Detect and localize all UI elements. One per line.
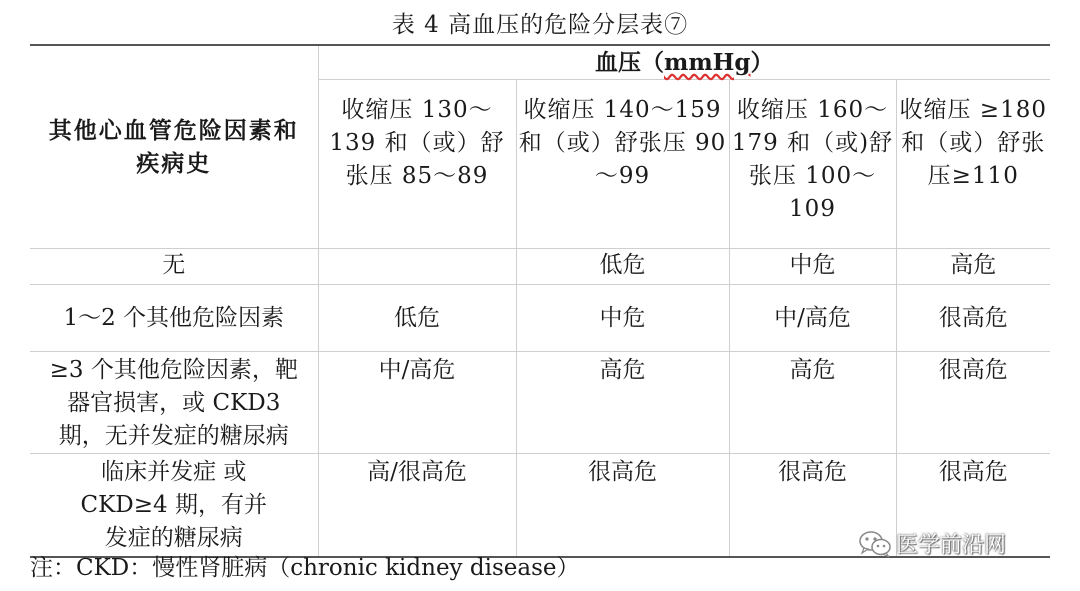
bp-unit: mmHg — [664, 49, 751, 76]
risk-cell: 很高危 — [896, 352, 1050, 454]
bp-column-header: 收缩压 130～139 和（或）舒张压 85～89 — [318, 80, 516, 249]
table-row — [30, 285, 1050, 352]
risk-cell: 低危 — [516, 249, 729, 285]
risk-cell: 很高危 — [729, 454, 896, 558]
row-factor: ≥3 个其他危险因素，靶器官损害，或 CKD3 期，无并发症的糖尿病 — [30, 352, 318, 454]
risk-cell: 高危 — [896, 249, 1050, 285]
risk-cell: 很高危 — [896, 454, 1050, 558]
risk-cell: 中危 — [729, 249, 896, 285]
wechat-icon — [858, 530, 892, 558]
bp-column-header: 收缩压 160～179 和（或)舒张压 100～109 — [729, 80, 896, 249]
row-factor: 1～2 个其他危险因素 — [30, 285, 318, 352]
table-title: 表 4 高血压的危险分层表⑦ — [391, 12, 689, 38]
risk-cell: 高危 — [729, 352, 896, 454]
risk-cell: 中危 — [516, 285, 729, 352]
table-row — [30, 352, 1050, 454]
risk-cell — [318, 249, 516, 285]
risk-cell: 中/高危 — [318, 352, 516, 454]
bp-column-header: 收缩压 140～159 和（或）舒张压 90～99 — [516, 80, 729, 249]
table-footnote: 注：CKD：慢性肾脏病（chronic kidney disease） — [30, 555, 580, 581]
risk-cell: 很高危 — [516, 454, 729, 558]
risk-stratification-table — [30, 44, 1050, 558]
factor-column-header: 其他心血管危险因素和疾病史 — [30, 45, 318, 249]
risk-cell: 很高危 — [896, 285, 1050, 352]
row-factor: 无 — [30, 249, 318, 285]
row-factor: 临床并发症 或 CKD≥4 期，有并发症的糖尿病 — [30, 454, 318, 558]
risk-cell: 高危 — [516, 352, 729, 454]
blood-pressure-header: 血压（mmHg） — [318, 45, 1050, 80]
table-row — [30, 249, 1050, 285]
risk-cell: 高/很高危 — [318, 454, 516, 558]
risk-cell: 低危 — [318, 285, 516, 352]
watermark-text: 医学前沿网 — [896, 533, 1007, 558]
bp-column-header: 收缩压 ≥180 和（或）舒张压≥110 — [896, 80, 1050, 249]
watermark — [858, 528, 1006, 559]
risk-cell: 中/高危 — [729, 285, 896, 352]
